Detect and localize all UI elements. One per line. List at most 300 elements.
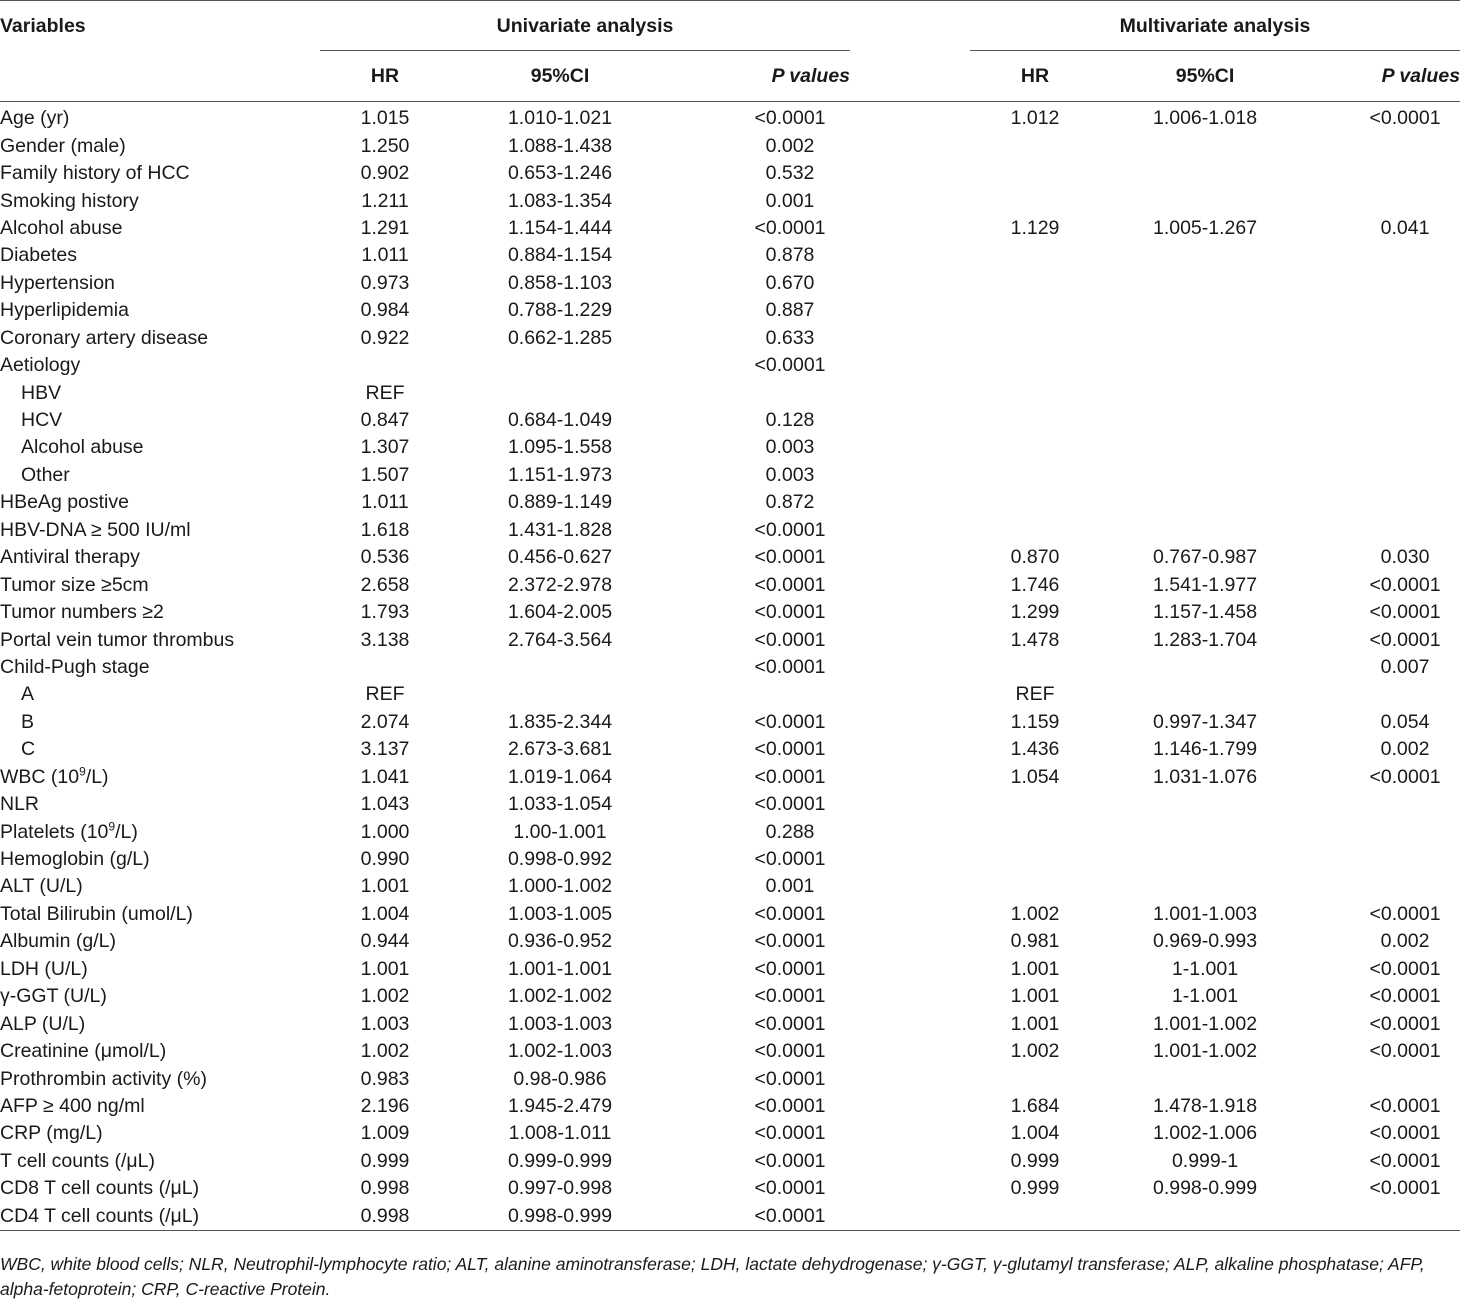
gap-cell [850,1148,970,1175]
gap-cell [850,846,970,873]
multivariate-ci-cell: 1.478-1.918 [1152,1094,1258,1117]
univariate-hr-cell: 0.990 [360,848,410,871]
univariate-hr-cell: 0.536 [360,546,410,569]
gap-cell [850,791,970,818]
multivariate-hr-cell [970,325,1100,352]
multivariate-hr-cell [970,791,1100,818]
univariate-hr-cell: 1.211 [361,189,409,212]
multivariate-p-cell [1310,873,1460,900]
multivariate-ci-cell: 1.283-1.704 [1152,628,1258,651]
table-row [0,102,1460,133]
multivariate-ci-cell [1100,352,1310,379]
multivariate-ci-cell: 1.031-1.076 [1152,765,1258,788]
univariate-hr-cell: 2.074 [360,710,410,733]
multivariate-p-cell [1310,791,1460,818]
univariate-hr-cell: 1.793 [360,601,410,624]
gap-cell [850,736,970,763]
variable-cell: Tumor numbers ≥2 [0,601,164,624]
gap-cell [850,544,970,571]
gap-cell [850,517,970,544]
table-row [0,846,1460,873]
multivariate-hr-cell [970,654,1100,681]
univariate-ci-cell: 0.889-1.149 [507,491,613,514]
univariate-p-cell: <0.0001 [754,957,826,980]
variable-cell: ALT (U/L) [0,875,83,898]
gap-cell [850,379,970,406]
variable-cell: Aetiology [0,354,81,377]
multivariate-hr-cell: 1.129 [1010,216,1060,239]
multivariate-ci-cell [1100,434,1310,461]
variable-cell: AFP ≥ 400 ng/ml [0,1094,145,1117]
univariate-ci-cell: 1.00-1.001 [513,820,607,843]
table-row [0,1203,1460,1231]
univariate-hr-cell [320,352,450,379]
univariate-ci-cell: 1.010-1.021 [507,107,613,130]
multivariate-hr-cell: 1.684 [1010,1094,1060,1117]
multivariate-ci-cell [1100,325,1310,352]
table-row [0,764,1460,791]
univariate-hr-cell: 1.009 [360,1122,410,1145]
table-row [0,818,1460,845]
gap-cell [850,1038,970,1065]
variable-cell: Diabetes [0,244,77,267]
univariate-hr-header: HR [320,51,450,102]
multivariate-hr-cell: 1.002 [1010,902,1060,925]
gap-cell [850,626,970,653]
multivariate-ci-cell [1100,654,1310,681]
variable-cell: Gender (male) [0,134,126,157]
multivariate-hr-cell [970,873,1100,900]
multivariate-p-cell: <0.0001 [1369,628,1441,651]
univariate-hr-cell: 1.015 [360,107,410,130]
univariate-p-cell: 0.128 [765,409,815,432]
univariate-hr-cell: 0.998 [360,1204,410,1227]
table-row [0,709,1460,736]
univariate-hr-cell: 0.998 [360,1177,410,1200]
univariate-ci-cell: 2.764-3.564 [507,628,613,651]
univariate-header: Univariate analysis [320,1,850,52]
univariate-p-cell: <0.0001 [754,1012,826,1035]
gap-cell [850,599,970,626]
multivariate-hr-cell: 1.478 [1010,628,1060,651]
multivariate-hr-cell: 0.981 [1010,930,1060,953]
table-row [0,489,1460,516]
univariate-ci-header: 95%CI [450,51,670,102]
multivariate-hr-cell [970,379,1100,406]
table-row [0,901,1460,928]
univariate-ci-cell [450,352,670,379]
table-row [0,379,1460,406]
multivariate-p-cell: <0.0001 [1369,1012,1441,1035]
gap-cell [850,297,970,324]
univariate-hr-cell: REF [365,683,405,706]
univariate-p-cell [670,379,850,406]
univariate-p-cell: <0.0001 [754,1094,826,1117]
variable-cell: Alcohol abuse [21,436,144,459]
table-row [0,1148,1460,1175]
multivariate-hr-cell: 1.012 [1010,107,1060,130]
variable-cell: Albumin (g/L) [0,930,116,953]
univariate-p-cell: 0.003 [765,463,815,486]
variable-cell: Tumor size ≥5cm [0,573,149,596]
univariate-p-cell: <0.0001 [754,1149,826,1172]
table-row [0,187,1460,214]
table-row [0,1038,1460,1065]
multivariate-ci-cell: 1.005-1.267 [1152,216,1258,239]
multivariate-ci-cell [1100,791,1310,818]
variable-cell: Prothrombin activity (%) [0,1067,207,1090]
gap-cell [850,187,970,214]
multivariate-hr-cell: REF [1015,683,1055,706]
multivariate-p-cell: <0.0001 [1369,1177,1441,1200]
table-row [0,1093,1460,1120]
univariate-hr-cell: 3.137 [360,738,410,761]
gap-cell [850,1120,970,1147]
univariate-p-cell: 0.887 [765,299,815,322]
multivariate-hr-cell: 1.004 [1010,1122,1060,1145]
multivariate-p-cell [1310,1203,1460,1231]
multivariate-p-cell: <0.0001 [1369,902,1441,925]
multivariate-hr-cell: 1.001 [1010,985,1060,1008]
multivariate-p-cell [1310,242,1460,269]
multivariate-ci-cell: 0.969-0.993 [1152,930,1258,953]
multivariate-ci-cell [1100,681,1310,708]
gap-cell [850,132,970,159]
univariate-ci-cell: 1.835-2.344 [507,710,613,733]
univariate-hr-cell: 0.999 [360,1149,410,1172]
univariate-p-cell [670,681,850,708]
univariate-hr-cell: 0.944 [360,930,410,953]
univariate-ci-cell: 0.884-1.154 [507,244,613,267]
variable-cell: HCV [21,409,63,432]
table-row [0,983,1460,1010]
table-row [0,571,1460,598]
multivariate-hr-cell: 1.159 [1010,710,1060,733]
variable-cell: Platelets $(10^9/L)$ [0,819,138,843]
univariate-hr-cell: 1.011 [361,491,409,514]
univariate-hr-cell: 1.307 [360,436,410,459]
multivariate-ci-cell: 1.157-1.458 [1152,601,1258,624]
univariate-p-header: P values [670,51,850,102]
table-row [0,132,1460,159]
univariate-p-cell: <0.0001 [754,1122,826,1145]
multivariate-ci-cell [1100,1065,1310,1092]
multivariate-p-cell [1310,434,1460,461]
univariate-hr-cell: 1.003 [360,1012,410,1035]
univariate-p-cell: <0.0001 [754,546,826,569]
variable-cell: Smoking history [0,189,139,212]
multivariate-hr-cell: 1.002 [1010,1040,1060,1063]
gap-cell [850,1065,970,1092]
table-row [0,434,1460,461]
multivariate-ci-cell: 1.001-1.003 [1152,902,1258,925]
gap-cell [850,270,970,297]
univariate-ci-cell: 0.998-0.992 [507,848,613,871]
univariate-hr-cell: 1.001 [360,957,410,980]
univariate-ci-cell: 1.002-1.003 [507,1040,613,1063]
multivariate-ci-cell: 1.002-1.006 [1152,1122,1258,1145]
univariate-ci-cell: 0.858-1.103 [507,271,613,294]
multivariate-p-cell [1310,517,1460,544]
univariate-ci-cell: 2.372-2.978 [507,573,613,596]
variable-cell: Other [21,463,70,486]
table-row [0,681,1460,708]
multivariate-p-cell: <0.0001 [1369,573,1441,596]
univariate-p-cell: <0.0001 [754,107,826,130]
multivariate-hr-cell [970,407,1100,434]
gap-cell [850,818,970,845]
univariate-ci-cell: 1.001-1.001 [507,957,613,980]
univariate-p-cell: 0.001 [765,189,815,212]
univariate-p-cell: <0.0001 [754,1040,826,1063]
univariate-p-cell: <0.0001 [754,793,826,816]
gap-cell [850,709,970,736]
multivariate-p-cell: <0.0001 [1369,985,1441,1008]
univariate-hr-cell: 1.043 [360,793,410,816]
univariate-p-cell: <0.0001 [754,573,826,596]
variable-cell: Family history of HCC [0,162,190,185]
table-row [0,325,1460,352]
univariate-ci-cell: 0.999-0.999 [507,1149,613,1172]
table-row [0,517,1460,544]
gap-cell [850,462,970,489]
univariate-ci-cell: 0.788-1.229 [507,299,613,322]
univariate-hr-cell: 1.011 [361,244,409,267]
gap-cell [850,1203,970,1231]
multivariate-hr-cell: 0.999 [1010,1177,1060,1200]
multivariate-hr-cell: 1.001 [1010,1012,1060,1035]
multivariate-p-cell [1310,160,1460,187]
univariate-ci-cell: 1.002-1.002 [507,985,613,1008]
univariate-hr-cell: 1.618 [360,518,410,541]
multivariate-hr-cell [970,1065,1100,1092]
univariate-p-cell: <0.0001 [754,601,826,624]
univariate-p-cell: 0.001 [765,875,815,898]
multivariate-p-cell [1310,846,1460,873]
univariate-p-cell: <0.0001 [754,765,826,788]
gap-cell [850,901,970,928]
multivariate-ci-cell [1100,873,1310,900]
variable-cell: Child-Pugh stage [0,655,150,678]
variable-cell: Hyperlipidemia [0,299,129,322]
variable-cell: CD8 T cell counts (/μL) [0,1177,200,1200]
univariate-hr-cell: 0.922 [360,326,410,349]
univariate-ci-cell: 1.003-1.003 [507,1012,613,1035]
variable-cell: LDH (U/L) [0,957,88,980]
univariate-hr-cell: 1.507 [360,463,410,486]
multivariate-hr-cell: 1.436 [1010,738,1060,761]
variable-cell: C [21,738,36,761]
univariate-p-cell: <0.0001 [754,216,826,239]
multivariate-p-cell: 0.002 [1380,738,1430,761]
variable-cell: Creatinine (μmol/L) [0,1040,167,1063]
univariate-hr-cell: 3.138 [360,628,410,651]
univariate-p-cell: <0.0001 [754,354,826,377]
variable-cell: CD4 T cell counts (/μL) [0,1204,200,1227]
multivariate-p-cell: 0.054 [1380,710,1430,733]
univariate-p-cell: <0.0001 [754,1177,826,1200]
multivariate-p-cell [1310,132,1460,159]
univariate-hr-cell: 1.002 [360,985,410,1008]
multivariate-hr-cell: 1.054 [1010,765,1060,788]
gap-cell [850,215,970,242]
table-row [0,654,1460,681]
multivariate-ci-cell [1100,818,1310,845]
multivariate-p-header: P values [1310,51,1460,102]
superscript: 9 [108,819,116,834]
variables-header: Variables [0,14,86,37]
multivariate-hr-cell [970,462,1100,489]
table-row [0,297,1460,324]
multivariate-p-cell: <0.0001 [1369,1094,1441,1117]
gap-cell [850,956,970,983]
multivariate-p-cell: <0.0001 [1369,107,1441,130]
univariate-ci-cell: 0.653-1.246 [507,162,613,185]
univariate-ci-cell: 0.684-1.049 [507,409,613,432]
univariate-hr-cell: 2.196 [360,1094,410,1117]
univariate-p-cell: 0.288 [765,820,815,843]
univariate-hr-cell: 1.250 [360,134,410,157]
univariate-ci-cell: 1.083-1.354 [507,189,613,212]
univariate-hr-cell: 1.000 [360,820,410,843]
univariate-ci-cell: 1.019-1.064 [507,765,613,788]
multivariate-hr-cell [970,132,1100,159]
multivariate-ci-cell [1100,160,1310,187]
univariate-p-cell: 0.670 [765,271,815,294]
variable-cell: Coronary artery disease [0,326,209,349]
table-row [0,791,1460,818]
multivariate-p-cell [1310,325,1460,352]
multivariate-ci-cell [1100,242,1310,269]
gap-cell [850,1093,970,1120]
multivariate-p-cell: <0.0001 [1369,601,1441,624]
multivariate-ci-cell [1100,407,1310,434]
gap-cell [850,983,970,1010]
univariate-ci-cell: 1.151-1.973 [507,463,613,486]
univariate-ci-cell: 2.673-3.681 [507,738,613,761]
table-row [0,736,1460,763]
table-row [0,873,1460,900]
univariate-hr-cell: 1.291 [360,216,410,239]
multivariate-p-cell [1310,187,1460,214]
univariate-p-cell: <0.0001 [754,738,826,761]
univariate-p-cell: <0.0001 [754,985,826,1008]
variable-cell: Alcohol abuse [0,216,123,239]
univariate-ci-cell: 1.604-2.005 [507,601,613,624]
gap-cell [850,1175,970,1202]
multivariate-ci-cell: 1.541-1.977 [1152,573,1258,596]
multivariate-hr-cell [970,434,1100,461]
variable-cell: T cell counts (/μL) [0,1149,156,1172]
multivariate-hr-cell: 1.746 [1010,573,1060,596]
table-row [0,462,1460,489]
univariate-ci-cell: 0.98-0.986 [513,1067,607,1090]
univariate-ci-cell [450,654,670,681]
univariate-ci-cell [450,681,670,708]
univariate-p-cell: <0.0001 [754,518,826,541]
multivariate-hr-cell: 0.999 [1010,1149,1060,1172]
univariate-p-cell: <0.0001 [754,1204,826,1227]
variable-cell: NLR [0,793,40,816]
multivariate-ci-cell: 1.001-1.002 [1152,1040,1258,1063]
multivariate-hr-cell: 0.870 [1010,546,1060,569]
multivariate-hr-cell [970,187,1100,214]
univariate-p-cell: <0.0001 [754,1067,826,1090]
variable-cell: γ-GGT (U/L) [0,985,107,1008]
table-row [0,160,1460,187]
gap-cell [850,764,970,791]
variable-cell: Portal vein tumor thrombus [0,628,235,651]
multivariate-ci-cell [1100,270,1310,297]
multivariate-p-cell [1310,681,1460,708]
univariate-p-cell: 0.002 [765,134,815,157]
gap-cell [850,325,970,352]
table-row [0,1010,1460,1037]
univariate-hr-cell: 1.041 [360,765,410,788]
univariate-ci-cell: 0.998-0.999 [507,1204,613,1227]
gap-cell [850,102,970,133]
multivariate-p-cell: 0.041 [1380,216,1430,239]
gap-cell [850,242,970,269]
multivariate-hr-cell [970,517,1100,544]
multivariate-ci-cell: 0.999-1 [1171,1149,1239,1172]
variable-cell: HBV-DNA ≥ 500 IU/ml [0,518,191,541]
gap-cell [850,654,970,681]
multivariate-p-cell [1310,1065,1460,1092]
gap-cell [850,407,970,434]
univariate-ci-cell [450,379,670,406]
multivariate-ci-cell: 1-1.001 [1171,985,1239,1008]
gap-cell [850,160,970,187]
multivariate-hr-cell [970,160,1100,187]
variable-cell: Hemoglobin (g/L) [0,848,150,871]
multivariate-p-cell [1310,818,1460,845]
table-row [0,626,1460,653]
variable-cell: A [21,683,35,706]
univariate-p-cell: <0.0001 [754,710,826,733]
variable-cell: CRP (mg/L) [0,1122,103,1145]
multivariate-p-cell: <0.0001 [1369,1149,1441,1172]
multivariate-ci-cell: 0.767-0.987 [1152,546,1258,569]
univariate-p-cell: <0.0001 [754,628,826,651]
univariate-ci-cell: 1.000-1.002 [507,875,613,898]
univariate-ci-cell: 1.095-1.558 [507,436,613,459]
univariate-p-cell: <0.0001 [754,902,826,925]
variable-cell: B [21,710,35,733]
univariate-p-cell: 0.878 [765,244,815,267]
table-row [0,242,1460,269]
multivariate-ci-cell: 0.998-0.999 [1152,1177,1258,1200]
table-row [0,352,1460,379]
multivariate-p-cell: <0.0001 [1369,1122,1441,1145]
multivariate-hr-cell [970,489,1100,516]
multivariate-hr-cell [970,1203,1100,1231]
table-row [0,928,1460,955]
table-row [0,956,1460,983]
multivariate-p-cell: <0.0001 [1369,1040,1441,1063]
superscript: 9 [79,764,86,779]
variable-cell: Antiviral therapy [0,546,140,569]
table-row [0,215,1460,242]
multivariate-header: Multivariate analysis [970,1,1460,52]
table-footnote: WBC, white blood cells; NLR, Neutrophil-lymphocyte ratio; ALT, alanine aminotransferase; LDH, lactate dehydrogenase; γ-GGT, γ-glutamyl transferase; ALP, alkaline phosphatase; AFP, alpha-fetoprotein; CRP, C-reactive Protein. [0,1254,1425,1299]
multivariate-p-cell: <0.0001 [1369,765,1441,788]
univariate-ci-cell: 1.945-2.479 [507,1094,613,1117]
multivariate-ci-cell: 0.997-1.347 [1152,710,1258,733]
univariate-hr-cell: 1.002 [360,1040,410,1063]
multivariate-ci-cell [1100,1203,1310,1231]
multivariate-hr-cell: 1.299 [1010,601,1060,624]
